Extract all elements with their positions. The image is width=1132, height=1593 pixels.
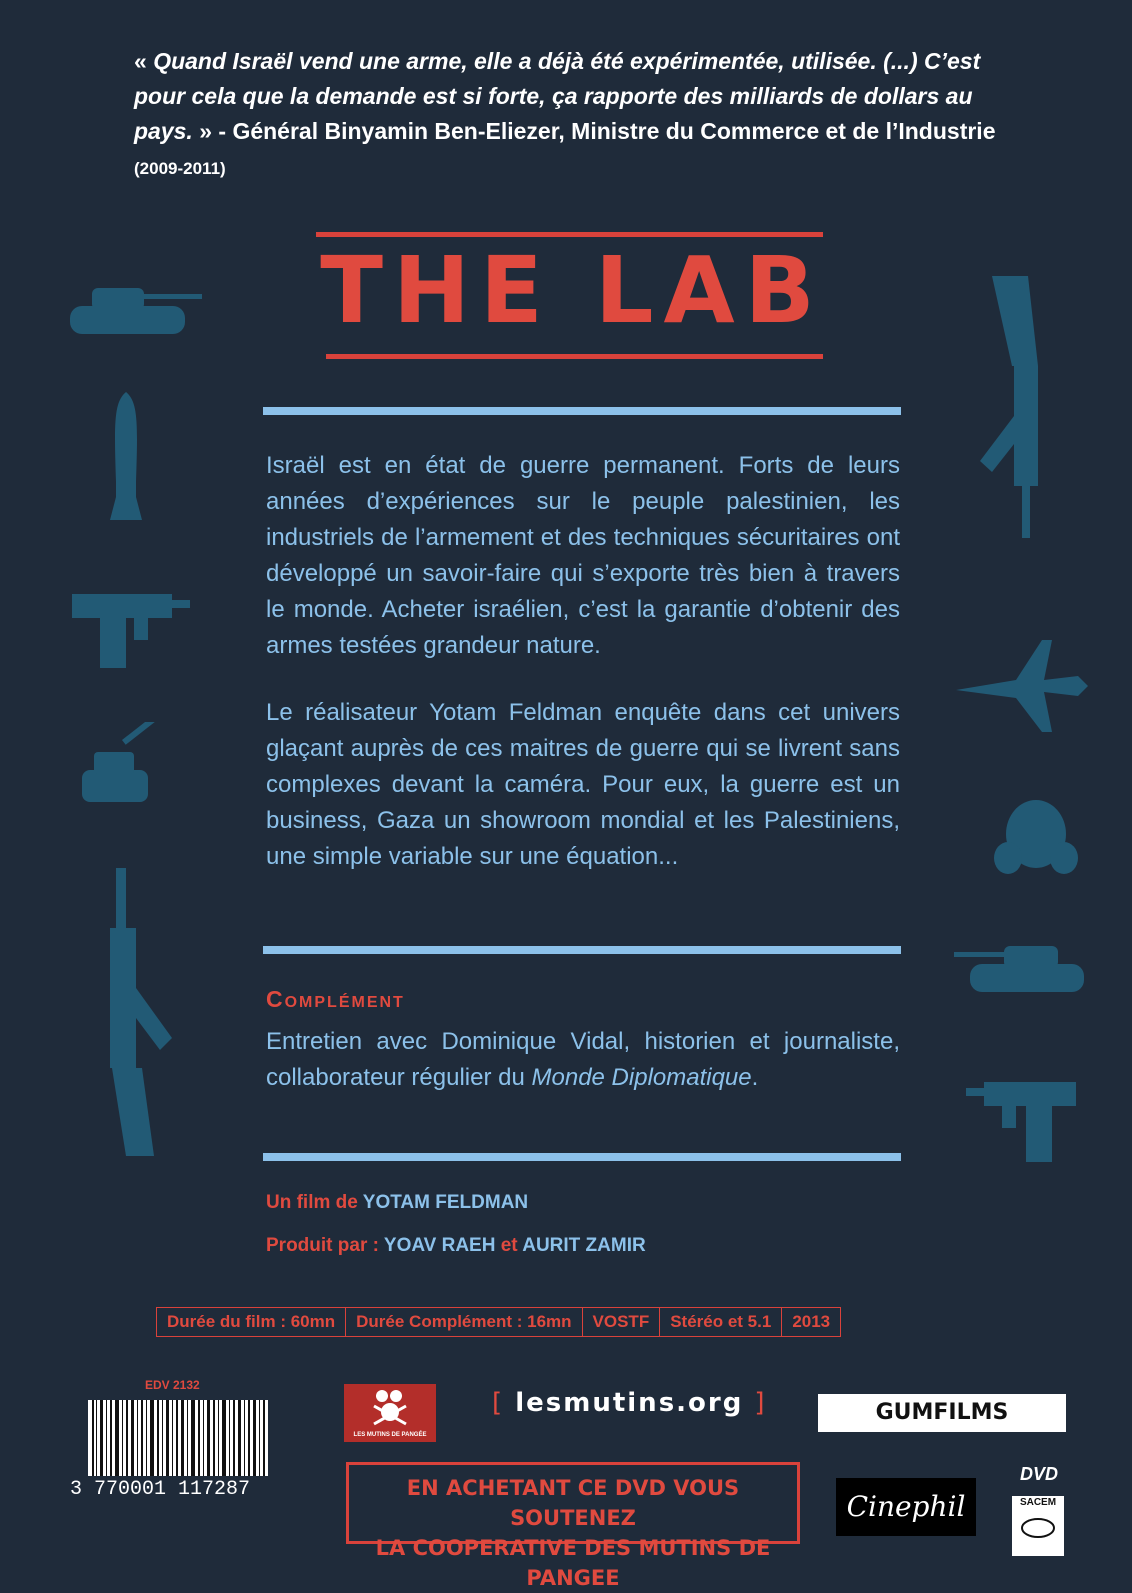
mutins-logo-text: LES MUTINS DE PANGÉE	[353, 1432, 427, 1438]
director-credit	[266, 1192, 528, 1214]
complement-publication: Monde Diplomatique	[531, 1064, 752, 1091]
technical-specs	[156, 1307, 841, 1337]
synopsis-paragraph-1: Israël est en état de guerre permanent. Forts de leurs années d’expériences sur le peuple palestinien, les industriels de l’armement et des techniques sécuritaires ont développé un savoir-faire qui s’exporte très bien à travers le monde. Acheter israélien, c’est la garantie d’obtenir des armes testées grandeur nature.	[266, 452, 900, 659]
producer-2: AURIT ZAMIR	[522, 1235, 646, 1256]
complement-body: Entretien avec Dominique Vidal, historien et journaliste, collaborateur régulier du	[266, 1028, 900, 1091]
producer-and: et	[500, 1235, 518, 1256]
submachine-gun-icon	[966, 1076, 1076, 1162]
tank-icon	[954, 936, 1092, 996]
film-label: Un film de	[266, 1192, 358, 1213]
skull-camera-icon	[344, 1384, 436, 1428]
complement-end: .	[751, 1064, 759, 1091]
spec-bonus-duration: Durée Complément : 16mn	[346, 1308, 582, 1336]
producer-credit	[266, 1235, 646, 1257]
spec-subtitles: VOSTF	[583, 1308, 661, 1336]
director-name: YOTAM FELDMAN	[362, 1192, 529, 1213]
website-text: lesmutins.org	[515, 1388, 744, 1418]
assault-rifle-icon	[102, 868, 186, 1156]
sdrm-seal-icon	[1018, 1510, 1058, 1546]
title-rule-bottom	[326, 354, 823, 359]
mutins-de-pangee-logo	[344, 1384, 436, 1442]
support-line-1: EN ACHETANT CE DVD VOUS SOUTENEZ	[406, 1476, 740, 1530]
spec-duration: Durée du film : 60mn	[157, 1308, 346, 1336]
bracket-close: ]	[754, 1388, 767, 1418]
page-title: THE LAB	[320, 237, 825, 344]
sacem-logo	[1012, 1496, 1064, 1556]
spec-audio: Stéréo et 5.1	[660, 1308, 782, 1336]
support-banner	[346, 1462, 800, 1590]
complement-text	[266, 1024, 900, 1096]
bomb-icon	[110, 392, 142, 522]
dvd-logo: DVD	[1019, 1464, 1058, 1484]
artillery-icon	[78, 722, 170, 804]
support-line-2: LA COOPERATIVE DES MUTINS DE PANGEE	[375, 1536, 771, 1590]
submachine-gun-icon	[72, 588, 190, 668]
bracket-open: [	[492, 1388, 505, 1418]
website-link[interactable]	[492, 1388, 767, 1418]
gum-films-logo: GUMFILMS	[818, 1394, 1066, 1432]
barcode	[88, 1400, 268, 1476]
synopsis-paragraph-2: Le réalisateur Yotam Feldman enquête dans cet univers glaçant auprès de ces maitres de guerre qui se livrent sans complexes devant la caméra. Pour eux, la guerre est un business, Gaza un showroom mondial et les Palestiniens, une simple variable sur une équation...	[266, 699, 900, 870]
gas-mask-icon	[992, 796, 1080, 878]
fighter-jet-icon	[956, 636, 1088, 736]
complement-heading: Complément	[266, 986, 405, 1012]
divider	[263, 407, 901, 415]
divider	[263, 1153, 901, 1161]
spec-year: 2013	[792, 1312, 831, 1331]
catalog-number: EDV 2132	[145, 1378, 200, 1392]
quote-years: (2009-2011)	[134, 159, 226, 178]
producer-1: YOAV RAEH	[383, 1235, 496, 1256]
sacem-text: SACEM	[1019, 1497, 1057, 1508]
barcode-number: 3 770001 117287	[70, 1478, 251, 1501]
epigraph-quote	[134, 44, 1034, 186]
tank-icon	[62, 278, 204, 338]
quote-attribution: » - Général Binyamin Ben-Eliezer, Ministre du Commerce et de l’Industrie	[192, 118, 996, 144]
quote-text: Quand Israël vend une arme, elle a déjà été expérimentée, utilisée. (...) C’est pour cela que la demande est si forte, ça rapporte des milliards de dollars au pays.	[134, 48, 981, 144]
quote-open: «	[134, 48, 154, 74]
cinephil-logo: Cinephil	[836, 1478, 976, 1536]
assault-rifle-icon	[972, 276, 1056, 538]
divider	[263, 946, 901, 954]
produced-label: Produit par :	[266, 1235, 379, 1256]
